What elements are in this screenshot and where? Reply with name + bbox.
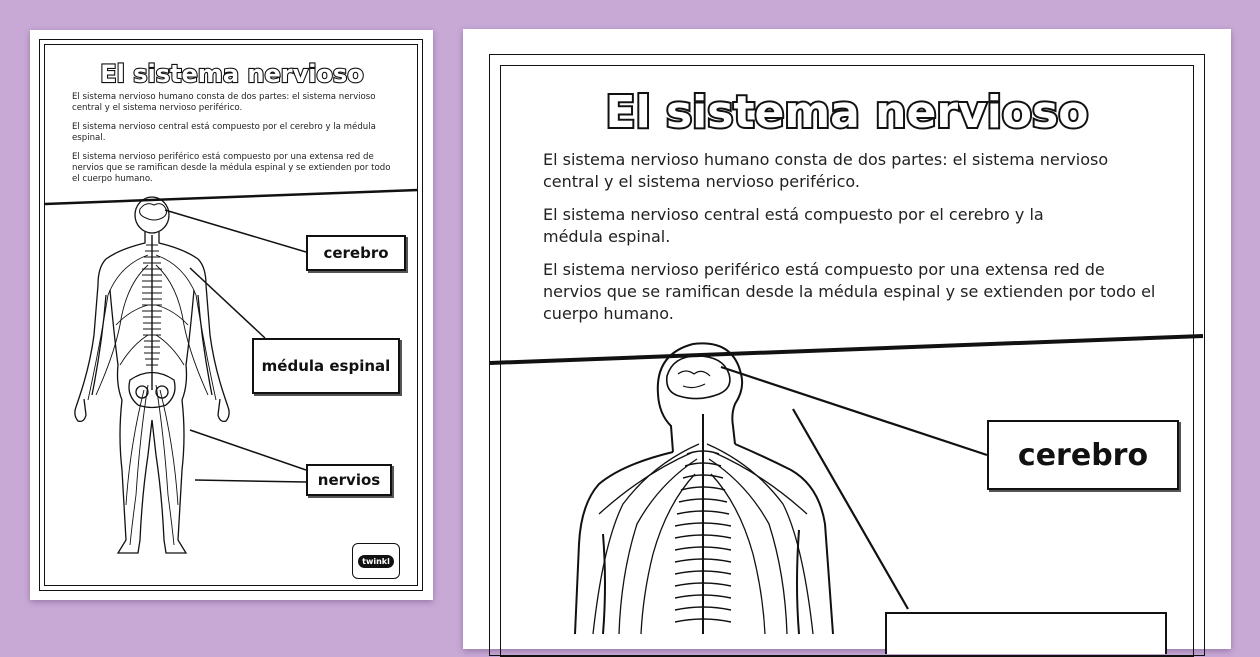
right-paragraph-3: El sistema nervioso periférico está compuesto por una extensa red de nervios que se ramifican desde la médula espinal y se extienden por todo el cuerpo humano. xyxy=(543,260,1156,323)
right-title-text: El sistema nervioso xyxy=(605,87,1089,138)
right-label-brain: cerebro xyxy=(987,420,1179,490)
left-paragraph-1: El sistema nervioso humano consta de dos partes: el sistema nervioso central y el sistema nervioso periférico. xyxy=(72,92,376,113)
twinkl-logo-text: twinkl xyxy=(358,555,394,568)
left-worksheet-thumbnail xyxy=(30,30,433,600)
right-pointer-lines xyxy=(463,29,1231,649)
right-paragraph-2: El sistema nervioso central está compuesto por el cerebro y la médula espinal. xyxy=(543,205,1044,246)
left-label-brain: cerebro xyxy=(306,235,406,271)
left-label-nerves: nervios xyxy=(306,464,392,496)
right-label-spinal-cord-partial xyxy=(885,612,1167,654)
left-label-spinal-cord: médula espinal xyxy=(252,338,400,394)
right-paragraph-1: El sistema nervioso humano consta de dos partes: el sistema nervioso central y el sistema nervioso periférico. xyxy=(543,150,1109,191)
left-title-text: El sistema nervioso xyxy=(100,60,364,88)
right-worksheet-zoomed xyxy=(463,29,1231,649)
twinkl-logo xyxy=(352,543,400,579)
left-paragraph-2: El sistema nervioso central está compuesto por el cerebro y la médula espinal. xyxy=(72,122,376,143)
left-pointer-lines xyxy=(30,30,433,600)
left-paragraph-3: El sistema nervioso periférico está compuesto por una extensa red de nervios que se ramifican desde la médula espinal y se extienden por todo el cuerpo humano. xyxy=(72,152,391,184)
